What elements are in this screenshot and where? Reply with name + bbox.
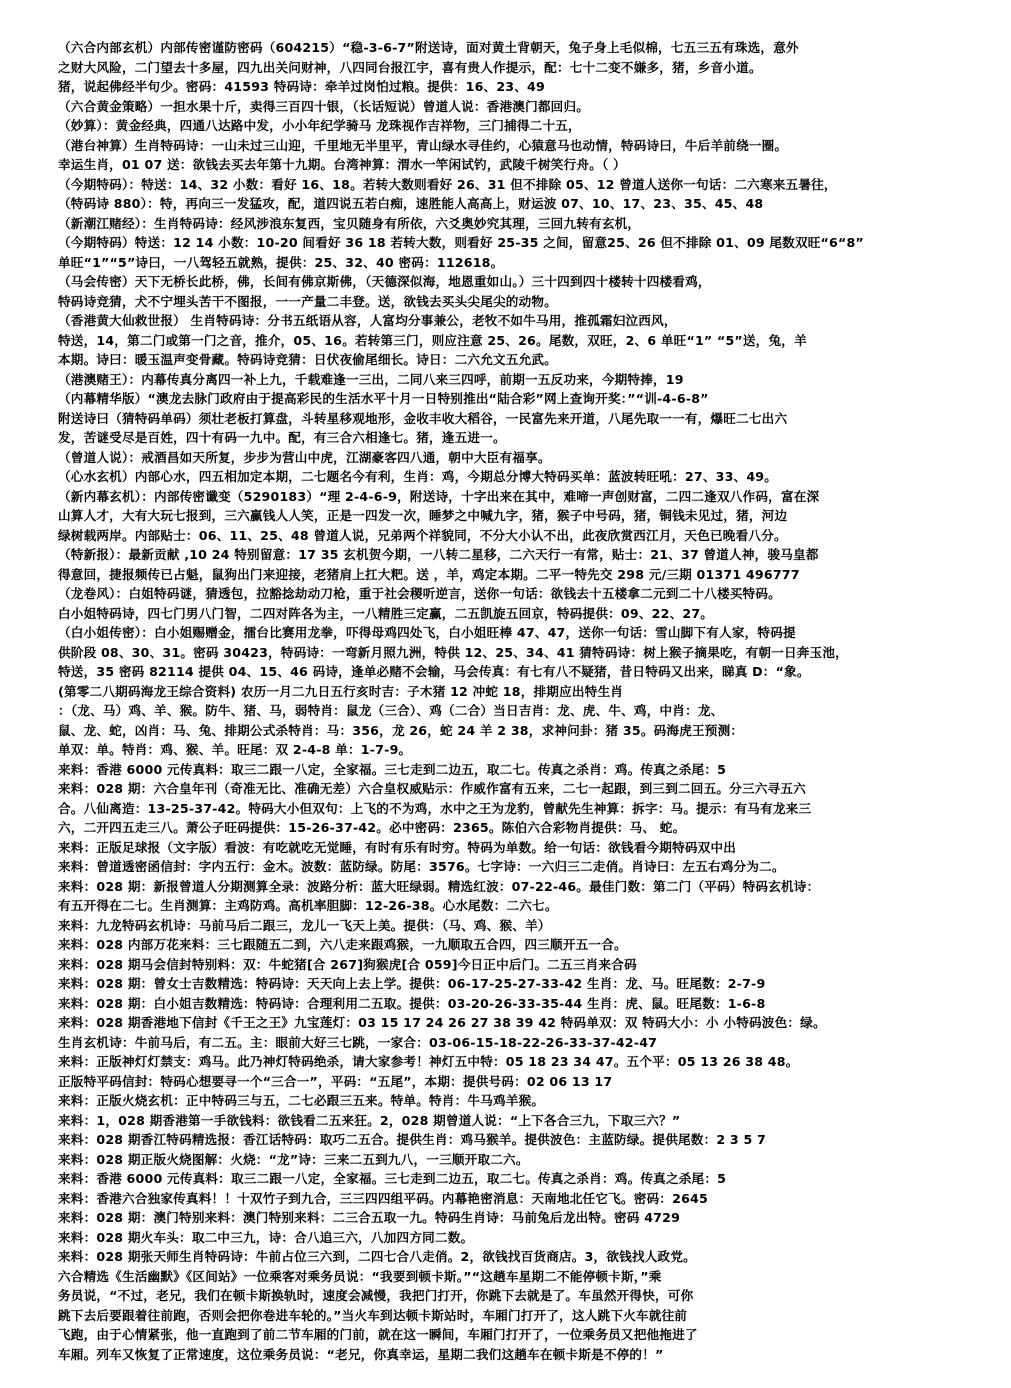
text-line: （内幕精华版）“澳龙去脉门政府由于提高彩民的生活水平十月一日特别推出“陆合彩”网上查询开奖：”“训-4-6-8” [58,391,709,406]
text-line: 来料：028 期香江特码精选报：香江话特码：取巧二五合。提供生肖：鸡马猴羊。提供波色：主蓝防绿。提供尾数：2 3 5 7 [58,1132,766,1147]
text-line: 生肖玄机诗：牛前马后，有二五。主：眼前大好三七跳，一家合：03-06-15-18-22-26-33-37-42-47 [58,1034,658,1050]
text-line: 之财大风险，二门望去十多屋，四九出关问财神，八四同台报江宇，喜有贵人作提示，配：七十二变不嫌多，猪，乡音小道。 [58,59,762,75]
text-line: 特送，14，第二门或第一门之音，推介，05、16。若转第三门，则应注意 25、26。尾数，双旺，2、6 单旺“1” “5”送，兔，羊 [58,332,807,348]
text-line: （白小姐传密）：白小姐赐赠金，擂台比赛用龙拳，吓得母鸡四处飞，白小姐旺棒 47、47，送你一句话：雪山脚下有人家，特码提 [58,625,796,640]
text-line: （六合内部玄机）内部传密谨防密码（604215）“稳-3-6-7”附送诗，面对黄土背朝天，兔子身上毛似棉，七五三五有珠选，意外 [58,40,799,55]
text-line: （今期特码）特送：12 14 小数：10-20 间看好 36 18 若转大数，则看好 25-35 之间，留意25、26 但不排除 01、09 尾数双旺“6“8” [58,235,864,250]
text-line: 来料：正版火烧玄机：正中特码三与五，二七必跟三五来。特单。特肖：牛马鸡羊猴。 [58,1093,545,1108]
text-line: 六，二开四五走三八。萧公子旺码提供：15-26-37-42。必中密码：2365。陈伯六合彩物肖提供：马、 蛇。 [58,820,686,835]
text-line: 飞跑，由于心情紧张，他一直跑到了前二节车厢的门前，就在这一瞬间，车厢门打开了，一位乘务员又把他拖进了 [58,1327,698,1342]
text-line: 发，苦谜受尽是百姓，四十有码一九中。配，有三合六相逢七。猪，逢五进一。 [58,430,506,445]
text-line: （马会传密）天下无桥长此桥，佛，长间有佛京斯佛，（天德深似海，地恩重如山。）三十四到四十楼转十四楼看鸡， [58,274,711,289]
text-line: （妙算）：黄金经典，四通八达路中发，小小年纪学骑马 龙珠视作吉祥物，三门捕得二十五， [58,118,581,133]
text-line: 来料：正版足球报（文字版）看波：有吃就吃无觉睡，有时有乐有时穷。特码为单数。给一句话：欲钱看今期特码双中出 [58,839,737,855]
text-line: 猪，说起佛经半句少。密码：41593 特码诗：牵羊过岗怕过粮。提供：16、23、49 [58,79,545,94]
text-line: （特新报）：最新贡献 ,10 24 特别留意：17 35 玄机贺今期，一八转二星移，二六天行一有常，贴士：21、37 曾道人神，骏马皇都 [58,547,819,562]
text-line: （港台神算）生肖特码诗：一山未过三山迎，千里地无半里平，青山绿水寻佳约，心猿意马也动情，特码诗曰，牛后羊前绕一圈。 [58,137,788,153]
text-line: ：（龙、马）鸡、羊、猴。防牛、猪、马，弱特肖：鼠龙（三合）、鸡（二合）当日吉肖：龙、虎、牛、鸡，中肖：龙、 [58,703,724,718]
text-line: 合。八仙离造：13-25-37-42。特码大小但双句：上飞的不为鸡，水中之王为龙豹，曾献先生神算：拆字：马。提示：有马有龙来三 [58,800,812,816]
text-line: 特码诗竞猜，犬不宁埋头苦干不图报，一一产量二丰登。送，欲钱去买头尖尾尖的动物。 [58,293,557,309]
text-line: 山算人才，大有大玩七报到，三六赢钱人人笑，正是一四发一次，睡梦之中喊九字，猪，猴子中号码，猪，铜钱未见过，猪，河边 [58,508,788,523]
text-line: 附送诗曰（猜特码单码）须壮老板打算盘，斗转星移观地形，金收丰收大稻谷，一民富先来开道，八尾先取一一有，爆旺二七出六 [58,410,788,426]
text-line: 单旺“1”“5”诗曰，一八驾轻五就熟，提供：25、32、40 密码：112618。 [58,254,504,270]
text-line: 来料：028 期：曾女士吉数精选：特码诗：天天向上去上学。提供：06-17-25-27-33-42 生肖：龙、马。旺尾数：2-7-9 [58,976,766,991]
text-line: 鼠、龙、蛇，凶肖：马、兔、排期公式杀特肖：马：356，龙 26，蛇 24 羊 2 38，求神问卦：猪 35。码海虎王预测： [58,722,744,738]
text-line: 本期。诗曰：暖玉温声变骨藏。特码诗竞猜：日伏夜偷尾细长。诗日：二六允文五允武。 [58,352,557,367]
text-line: 来料：香港 6000 元传真料：取三二跟一八定，全家福。三七走到二边五，取二七。传真之杀肖：鸡。传真之杀尾：5 [58,1171,727,1186]
text-line: (第零二八期码海龙王综合资料) 农历一月二九日五行亥时吉：子木猪 12 冲蛇 18，排期应出特生肖 [58,683,624,699]
text-line: 来料：028 期：新报曾道人分期测算全录：波路分析：蓝大旺绿弱。精选红波：07-22-46。最佳门数：第二门（平码）特码玄机诗： [58,878,820,894]
text-line: 来料：028 期：澳门特别来料：澳门特别来料：二三合五取一九。特码生肖诗：马前兔后龙出特。密码 4729 [58,1210,681,1225]
text-line: 来料：028 期正版火烧图解：火烧：“龙”诗：三来二五到九八，一三顺开取二六。 [58,1151,529,1167]
text-line: 来料：028 期香港地下信封《千王之王》九宝莲灯：03 15 17 24 26 27 38 39 42 特码单双：双 特码大小：小 小特码波色：绿。 [58,1015,826,1030]
text-line: （龙卷风）：白姐特码谜，猜透包，拉豁捻劫动刀枪，重于社会稷听逆言，送你一句话：欲钱去十五楼拿二元到二十八楼买特码。 [58,586,781,601]
text-line: 来料：1，028 期香港第一手欲钱料：欲钱看二五来狂。2，028 期曾道人说：“上下各合三九，下取三六？” [58,1112,681,1128]
text-line: （心水玄机）内部心水，四五相加定本期，二七题名今有利，生肖：鸡，今期总分博大特码买单：蓝波转旺吼：27、33、49。 [58,469,778,484]
text-line: 来料：028 期火车头：取二中三九，诗：合八追三六，八加四方同二数。 [58,1229,474,1245]
text-line: 务员说，“不过，老兄，我们在顿卡斯换轨时，速度会减慢，我把门打开，你跳下去就是了。车虽然开得快，可你 [58,1288,694,1303]
text-line: 单双：单。特肖：鸡、猴、羊。旺尾：双 2-4-8 单：1-7-9。 [58,742,412,757]
text-line: 来料：028 期马会信封特别料：双：牛蛇猪[合 267]狗猴虎[合 059]今日正中后门。二五三肖来合码 [58,956,637,972]
text-line: 有五开得在二七。生肖测算：主鸡防鸡。高机率胆脚：12-26-38。心水尾数：二六七。 [58,898,558,913]
text-line: 幸运生肖，01 07 送：欲钱去买去年第十九期。台湾神算：渭水一竿闲试钓，武陵千树笑行舟。（ ） [58,157,626,172]
text-line: 跳下去后要跟着往前跑，否则会把你卷进车轮的。”当火车到达顿卡斯站时，车厢门打开了，这人跳下火车就往前 [58,1307,688,1323]
text-line: 绿树载两岸。内部贴士：06、11、25、48 曾道人说，兄弟两个祥貌同，不分大小认不出，此夜欣赏西江月，天色已晚看八分。 [58,527,787,543]
text-line: （香港黄大仙救世报） 生肖特码诗：分书五纸语从容，人富均分事兼公，老牧不如牛马用，推孤霜妇泣西风， [58,313,677,328]
text-line: 得意回，捷报频传已占魁，鼠狗出门来迎接，老猪肩上扛大粑。送 ，羊，鸡定本期。二平一特先交 298 元/三期 01371 496777 [58,566,800,582]
text-line: 供阶段 08、30、31。密码 30423，特码诗：一弯新月照九洲，特供 12、25、34、41 猜特码诗：树上猴子摘果吃，有朝一日奔玉池， [58,644,848,660]
text-line: 来料：028 内部万花来料：三七跟随五二到，六八走来跟鸡猴，一九顺取五合四，四三顺开五一合。 [58,937,627,952]
article-text-column [58,38,971,1364]
text-line: （新内幕玄机）：内部传密谶变（5290183）“理 2-4-6-9，附送诗，十字出来在其中，难啼一声创财富，二四二逢双八作码，富在深 [58,488,820,504]
text-line: 车厢。列车又恢复了正常速度，这位乘务员说：“老兄，你真幸运，星期二我们这趟车在顿卡斯是不停的！” [58,1346,664,1362]
text-line: 白小姐特码诗，四七门男八门智，二四对阵各为主，一八精胜三定赢，二五凯旋五回京，特码提供：09、22、27。 [58,605,714,621]
cut-off-line [58,1364,971,1373]
text-line: 来料：九龙特码玄机诗：马前马后二跟三，龙儿一飞天上美。提供：（马、鸡、猴、羊） [58,917,551,933]
text-line: 来料：曾道透密函信封：字内五行：金木。波数：蓝防绿。防尾：3576。七字诗：一六归三二走俏。肖诗曰：左五右鸡分为二。 [58,859,785,874]
text-line: 来料：香港六合独家传真料！！十双竹子到九合，三三四四组平码。内幕艳密消息：天南地北任它飞。密码：2645 [58,1190,708,1206]
text-line: 来料：香港 6000 元传真料：取三二跟一八定，全家福。三七走到二边五，取二七。传真之杀肖：鸡。传真之杀尾：5 [58,761,727,777]
text-line: （特码诗 880）：特，再向三一发猛攻，配，道四说五若白痴，速胜能人高高上，财运波 07、10、17、23、35、45、48 [58,196,764,211]
text-line: 来料：028 期张天师生肖特码诗：牛前占位三六到，二四七合八走俏。2，欲钱找百货商店。3，欲钱找人政党。 [58,1249,696,1264]
text-line: 来料：正版神灯灯禁支：鸡马。此乃神灯特码绝杀，请大家参考！神灯五中特：05 18 23 34 47。五个平：05 13 26 38 48。 [58,1054,799,1069]
text-line: （六合黄金策略）一担水果十斤，卖得三百四十银，（长话短说）曾道人说：香港澳门都回归。 [58,98,590,114]
text-line: 来料：028 期：白小姐吉数精选：特码诗：合理利用二五取。提供：03-20-26-33-35-44 生肖：虎、鼠。旺尾数：1-6-8 [58,995,766,1011]
text-line: （新潮江赌经）：生肖特码诗：经风涉浪东复西，宝贝随身有所依，六爻奥妙究其理，三回九转有玄机， [58,215,641,231]
text-line: 特送，35 密码 82114 提供 04、15、46 码诗，逢单必赌不会输，马会传真：有七有八不疑猪，昔日特码又出来，睇真 D：“象。 [58,664,810,679]
text-line: （今期特码）：特送：14、32 小数：看好 16、18。若转大数则看好 26、31 但不排除 05、12 曾道人送你一句话：二六寒来五暑往， [58,176,837,192]
text-line: （曾道人说）：戒酒昌如天所复，步步为营山中虎，江湖豪客四八通，朝中大臣有福享。 [58,449,551,465]
text-line: 正版特平码信封：特码心想要寻一个“三合一”，平码：“五尾”，本期：提供号码：02 06 13 17 [58,1073,613,1089]
text-line: 六合精选《生活幽默》《区间站》一位乘客对乘务员说：“我要到顿卡斯。”“这趟车星期二不能停顿卡斯，”乘 [58,1268,662,1284]
text-line: 来料：028 期：六合皇年刊（奇准无比、准确无差）六合皇权威贴示：作威作富有五来，二七一起跟，到三到二回五。分三六寻五六 [58,781,806,796]
text-line: （港澳赌王）：内幕传真分离四一补上九，千载难逢一三出，二同八来三四呼，前期一五反功来，今期特捧，19 [58,371,684,387]
